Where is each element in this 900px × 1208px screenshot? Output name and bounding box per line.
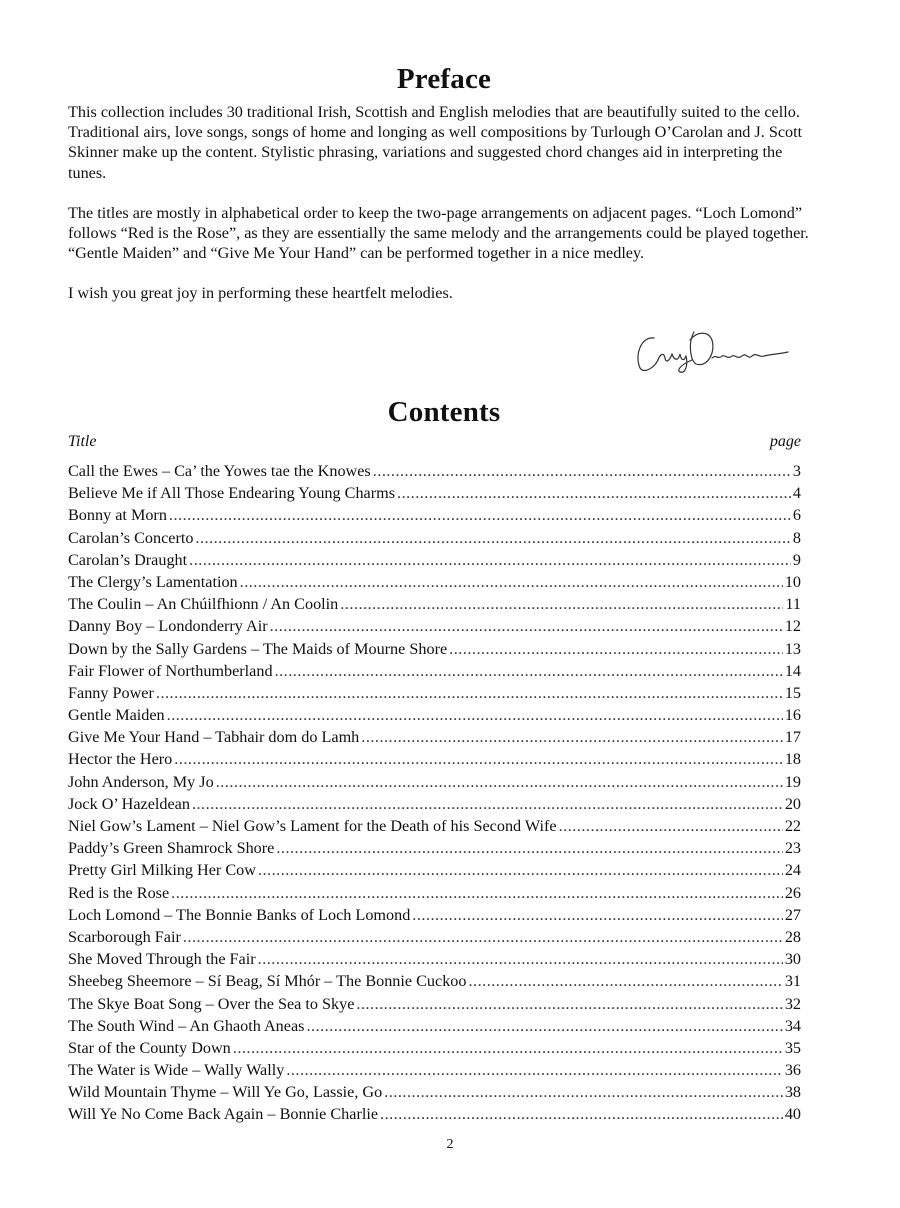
dot-leader <box>306 1015 782 1037</box>
dot-leader <box>258 859 783 881</box>
toc-entry <box>68 704 801 726</box>
toc-entry-page: 26 <box>784 883 801 902</box>
dot-leader <box>469 970 783 992</box>
toc-entry-title: Sheebeg Sheemore – Sí Beag, Sí Mhór – The Bonnie Cuckoo <box>68 972 467 991</box>
toc-entry <box>68 1081 801 1103</box>
toc-entry-title: Will Ye No Come Back Again – Bonnie Charlie <box>68 1105 379 1124</box>
toc-entry-page: 38 <box>784 1083 801 1102</box>
toc-entry-page: 31 <box>784 972 801 991</box>
toc-entry <box>68 993 801 1015</box>
dot-leader <box>361 726 783 748</box>
toc-entry-page: 4 <box>792 484 801 503</box>
preface-paragraph: The titles are mostly in alphabetical order to keep the two-page arrangements on adjacent pages. “Loch Lomond” follows “Red is the Rose”, as they are essentially the same melody and the arrangements could be played together. “Gentle Maiden” and “Give Me Your Hand” can be performed together in a nice medley. <box>68 203 809 263</box>
toc-entry <box>68 504 801 526</box>
toc-entry-title: Pretty Girl Milking Her Cow <box>68 861 256 880</box>
dot-leader <box>373 460 791 482</box>
toc-entry-title: Jock O’ Hazeldean <box>68 794 190 813</box>
toc-entry <box>68 527 801 549</box>
toc-entry-page: 35 <box>784 1038 801 1057</box>
toc-entry <box>68 482 801 504</box>
author-signature <box>632 324 792 376</box>
dot-leader <box>340 593 783 615</box>
toc-entry-title: Bonny at Morn <box>68 506 167 525</box>
toc-entry <box>68 837 801 859</box>
toc-entry <box>68 748 801 770</box>
dot-leader <box>384 1081 783 1103</box>
toc-entry-title: Loch Lomond – The Bonnie Banks of Loch Lomond <box>68 905 411 924</box>
toc-entry-page: 30 <box>784 950 801 969</box>
toc-entry-page: 9 <box>792 550 801 569</box>
dot-leader <box>195 527 790 549</box>
toc-entry-page: 20 <box>784 794 801 813</box>
toc-entry-title: Niel Gow’s Lament – Niel Gow’s Lament for the Death of his Second Wife <box>68 817 557 835</box>
toc-entry <box>68 882 801 904</box>
toc-entry-page: 3 <box>792 462 801 480</box>
dot-leader <box>169 504 791 526</box>
toc-entry <box>68 1015 801 1037</box>
toc-entry-page: 32 <box>784 994 801 1013</box>
dot-leader <box>240 571 783 593</box>
dot-leader <box>275 660 783 682</box>
toc-entry <box>68 1059 801 1081</box>
toc-entry-title: The Coulin – An Chúilfhionn / An Coolin <box>68 595 339 614</box>
toc-entry-page: 12 <box>784 617 801 636</box>
dot-leader <box>356 993 782 1015</box>
toc-entry-title: Hector the Hero <box>68 750 173 769</box>
toc-entry-title: She Moved Through the Fair <box>68 950 256 969</box>
toc-entry-title: Give Me Your Hand – Tabhair dom do Lamh <box>68 728 360 747</box>
toc-entry <box>68 948 801 970</box>
toc-entry-page: 40 <box>784 1105 801 1124</box>
contents-list <box>68 460 801 1126</box>
toc-entry-page: 36 <box>784 1061 801 1080</box>
dot-leader <box>167 704 783 726</box>
dot-leader <box>174 748 783 770</box>
toc-entry-page: 10 <box>784 572 801 591</box>
title-column-header: Title <box>68 433 97 450</box>
page-column-header: page <box>769 433 801 450</box>
toc-entry <box>68 615 801 637</box>
toc-entry <box>68 1037 801 1059</box>
toc-entry <box>68 815 801 837</box>
preface-paragraph: This collection includes 30 traditional Irish, Scottish and English melodies that are beautifully suited to the cello. Traditional airs, love songs, songs of home and longing as well compositions by Turlough O’Carolan and J. Scott Skinner make up the content. Stylistic phrasing, variations and suggested chord changes aid in interpreting the tunes. <box>68 103 803 182</box>
toc-entry-title: Red is the Rose <box>68 883 170 902</box>
toc-entry-page: 18 <box>784 750 801 769</box>
dot-leader <box>258 948 783 970</box>
toc-entry-title: Wild Mountain Thyme – Will Ye Go, Lassie, Go <box>68 1083 383 1102</box>
toc-entry <box>68 660 801 682</box>
dot-leader <box>171 882 783 904</box>
toc-entry-page: 16 <box>784 706 801 725</box>
toc-entry-title: Call the Ewes – Ca’ the Yowes tae the Knowes <box>68 462 371 480</box>
toc-entry <box>68 771 801 793</box>
toc-entry-title: Carolan’s Draught <box>68 550 188 569</box>
preface-paragraph: I wish you great joy in performing these heartfelt melodies. <box>68 284 453 303</box>
dot-leader <box>156 682 783 704</box>
toc-entry-title: The South Wind – An Ghaoth Aneas <box>68 1016 305 1035</box>
toc-entry <box>68 571 801 593</box>
toc-entry <box>68 638 801 660</box>
dot-leader <box>189 549 791 571</box>
toc-entry-title: Scarborough Fair <box>68 927 181 946</box>
toc-entry-page: 34 <box>784 1016 801 1035</box>
toc-entry-title: Carolan’s Concerto <box>68 528 194 547</box>
toc-entry-page: 28 <box>784 927 801 946</box>
toc-entry <box>68 593 801 615</box>
toc-entry-title: Star of the County Down <box>68 1038 231 1057</box>
toc-entry <box>68 549 801 571</box>
dot-leader <box>276 837 782 859</box>
toc-entry-title: Gentle Maiden <box>68 706 165 725</box>
toc-entry-title: Fair Flower of Northumberland <box>68 661 273 680</box>
toc-entry-page: 27 <box>784 905 801 924</box>
toc-entry-page: 14 <box>784 661 801 680</box>
dot-leader <box>412 904 783 926</box>
toc-entry-page: 24 <box>784 861 801 880</box>
toc-entry <box>68 859 801 881</box>
toc-entry-title: Believe Me if All Those Endearing Young Charms <box>68 484 396 503</box>
dot-leader <box>216 771 783 793</box>
toc-entry-title: The Water is Wide – Wally Wally <box>68 1061 285 1080</box>
toc-entry-title: The Skye Boat Song – Over the Sea to Skye <box>68 994 355 1013</box>
preface-body <box>68 102 818 324</box>
page-number: 2 <box>446 1137 454 1152</box>
toc-entry <box>68 460 801 482</box>
dot-leader <box>233 1037 783 1059</box>
preface-heading: Preface <box>396 63 492 95</box>
toc-entry-page: 19 <box>784 772 801 791</box>
toc-entry <box>68 904 801 926</box>
toc-entry-page: 13 <box>784 639 801 658</box>
toc-entry-page: 23 <box>784 839 801 858</box>
toc-entry-title: Down by the Sally Gardens – The Maids of Mourne Shore <box>68 639 448 658</box>
toc-entry <box>68 682 801 704</box>
toc-entry <box>68 1103 801 1125</box>
toc-entry-title: John Anderson, My Jo <box>68 772 214 791</box>
toc-entry-page: 11 <box>785 595 801 614</box>
dot-leader <box>449 638 783 660</box>
toc-entry-title: The Clergy’s Lamentation <box>68 572 238 591</box>
toc-entry-page: 15 <box>784 683 801 702</box>
toc-entry-title: Paddy’s Green Shamrock Shore <box>68 839 275 858</box>
toc-entry <box>68 970 801 992</box>
toc-entry-page: 22 <box>784 817 801 835</box>
toc-entry-page: 6 <box>792 506 801 525</box>
dot-leader <box>397 482 791 504</box>
contents-heading: Contents <box>387 396 501 428</box>
toc-entry-title: Fanny Power <box>68 683 154 702</box>
contents-column-headers <box>68 433 801 451</box>
dot-leader <box>286 1059 782 1081</box>
toc-entry <box>68 726 801 748</box>
dot-leader <box>270 615 783 637</box>
dot-leader <box>183 926 783 948</box>
toc-entry-title: Danny Boy – Londonderry Air <box>68 617 268 636</box>
toc-entry-page: 17 <box>784 728 801 747</box>
dot-leader <box>380 1103 783 1125</box>
dot-leader <box>559 815 783 837</box>
toc-entry <box>68 926 801 948</box>
toc-entry <box>68 793 801 815</box>
toc-entry-page: 8 <box>792 528 801 547</box>
dot-leader <box>192 793 783 815</box>
